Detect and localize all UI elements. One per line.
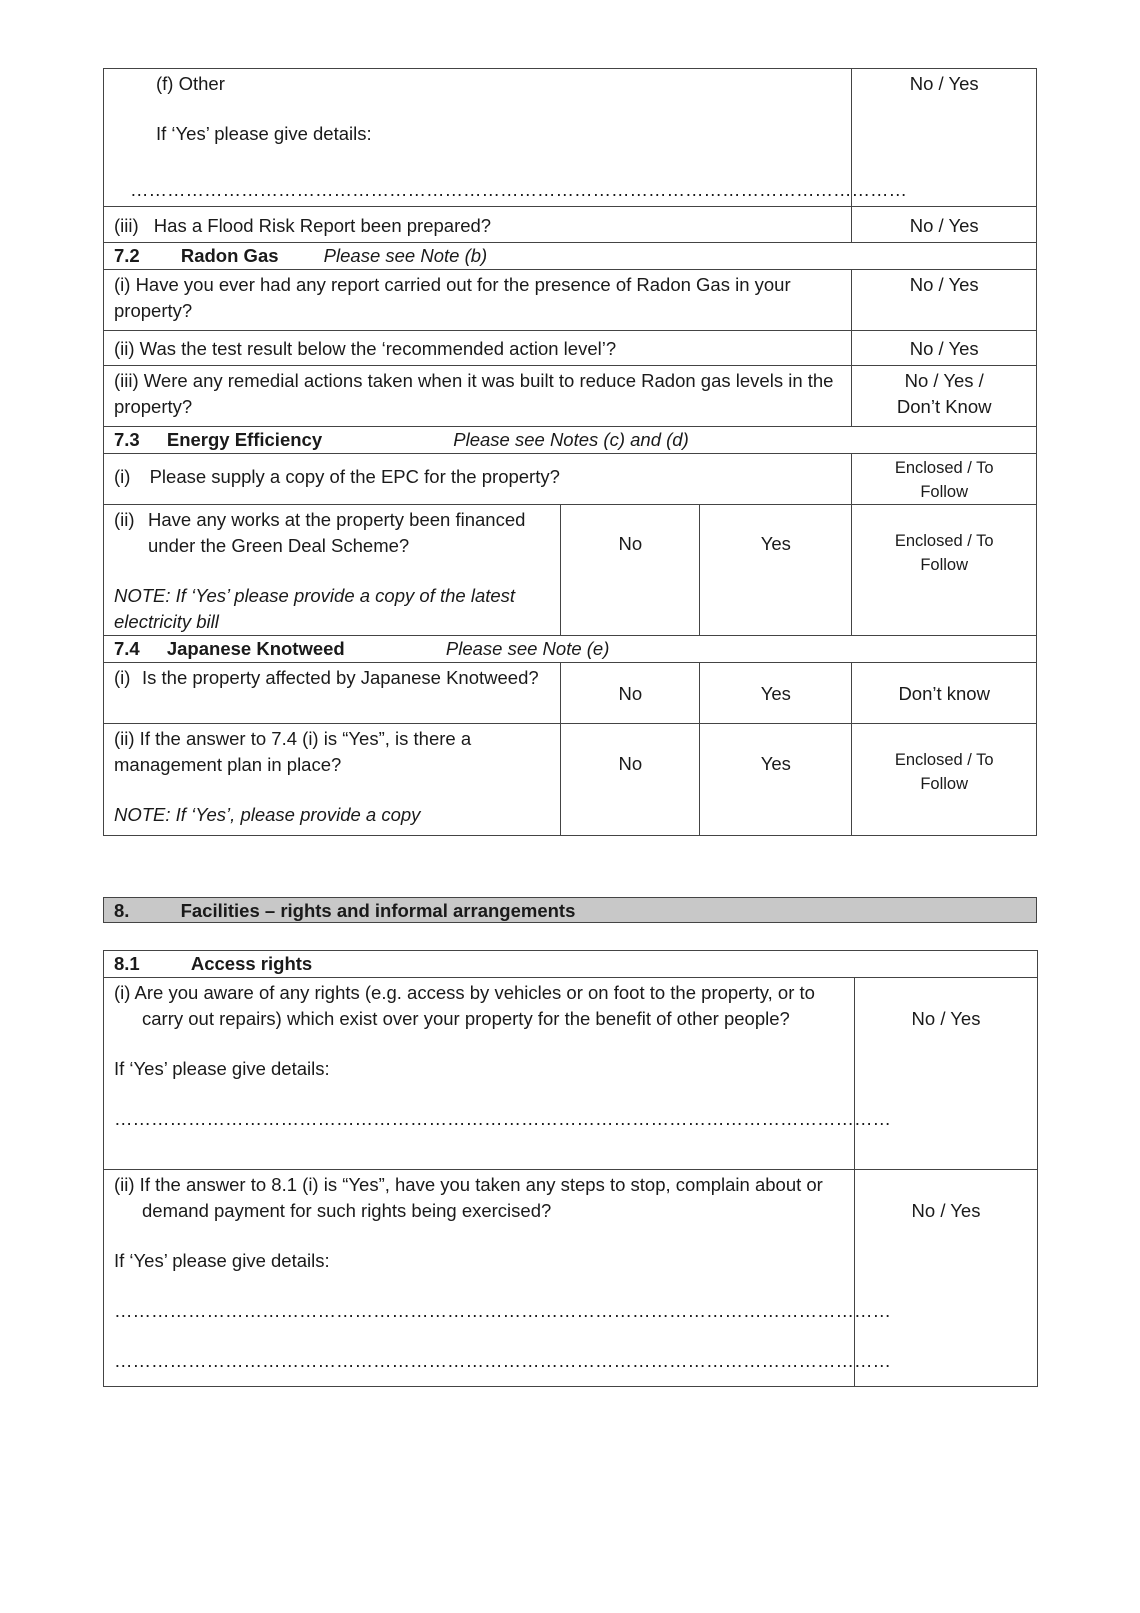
knotweed-q1-question: Is the property affected by Japanese Knotweed? (142, 667, 539, 688)
knotweed-q2-no[interactable]: No (561, 724, 700, 836)
flood-report-answer[interactable]: No / Yes (852, 207, 1037, 243)
knotweed-q2-question: (ii) If the answer to 7.4 (i) is “Yes”, is there a management plan in place? (114, 728, 472, 775)
radon-q3-answer[interactable] (852, 366, 1037, 427)
knotweed-q2-row (104, 724, 1037, 836)
energy-q2-row (104, 505, 1037, 636)
knotweed-q1-yes[interactable]: Yes (700, 663, 852, 724)
knotweed-q2-note: NOTE: If ‘Yes’, please provide a copy (114, 804, 421, 825)
flood-other-details-field[interactable]: ……………………………………………………………………………………………………………… (130, 179, 907, 200)
knotweed-title: Japanese Knotweed (166, 638, 345, 659)
energy-q2-yes[interactable]: Yes (700, 505, 852, 636)
radon-note: Please see Note (b) (323, 245, 488, 266)
energy-q2-question: Have any works at the property been financed under the Green Deal Scheme? (148, 509, 526, 556)
radon-q2-row (104, 331, 1037, 366)
knotweed-q2-answer-line2: Follow (920, 775, 969, 793)
radon-q2-question: (ii) Was the test result below the ‘recommended action level’? (104, 331, 852, 366)
knotweed-q1-no[interactable]: No (561, 663, 700, 724)
energy-header-row (104, 427, 1037, 454)
energy-q2-label: (ii) (114, 509, 135, 530)
knotweed-q1-dont-know[interactable]: Don’t know (852, 663, 1037, 724)
knotweed-q2-answer-line1: Enclosed / To (894, 751, 994, 769)
energy-q1-answer-line2: Follow (920, 483, 969, 501)
energy-q2-answer-line2: Follow (920, 556, 969, 574)
access-q1-prompt: If ‘Yes’ please give details: (114, 1058, 330, 1079)
flood-report-question: Has a Flood Risk Report been prepared? (153, 214, 492, 236)
energy-q2-answer-line1: Enclosed / To (894, 532, 994, 550)
energy-q1-question: Please supply a copy of the EPC for the property? (149, 466, 560, 487)
access-q2-answer[interactable]: No / Yes (855, 1170, 1038, 1387)
energy-q1-row (104, 454, 1037, 505)
flood-other-answer[interactable]: No / Yes (852, 69, 1037, 207)
access-header-row (104, 951, 1038, 978)
section-8-header (103, 897, 1037, 923)
radon-q2-answer[interactable]: No / Yes (852, 331, 1037, 366)
energy-note: Please see Notes (c) and (d) (453, 429, 689, 450)
environment-table (103, 68, 1037, 836)
flood-report-label: (iii) (114, 214, 139, 236)
access-q1-row (104, 978, 1038, 1170)
access-q2-row (104, 1170, 1038, 1387)
energy-q1-answer[interactable] (852, 454, 1037, 505)
access-q2-details-field-2[interactable]: ……………………………………………………………………………………………………………… (114, 1350, 891, 1371)
radon-q3-answer-line1: No / Yes / (904, 370, 984, 391)
knotweed-note: Please see Note (e) (445, 638, 610, 659)
radon-q3-question: (iii) Were any remedial actions taken when it was built to reduce Radon gas levels in the property? (104, 366, 852, 427)
flood-other-label: (f) Other (156, 73, 225, 94)
section-8-number: 8. (114, 900, 130, 921)
access-rights-table (103, 950, 1038, 1387)
radon-q3-row (104, 366, 1037, 427)
knotweed-q1-row (104, 663, 1037, 724)
energy-q2-no[interactable]: No (561, 505, 700, 636)
knotweed-q2-answer[interactable] (852, 724, 1037, 836)
knotweed-q2-yes[interactable]: Yes (700, 724, 852, 836)
energy-q2-note: NOTE: If ‘Yes’ please provide a copy of the latest electricity bill (114, 585, 516, 632)
flood-other-details-prompt: If ‘Yes’ please give details: (156, 123, 372, 144)
access-q2-question: (ii) If the answer to 8.1 (i) is “Yes”, have you taken any steps to stop, complain about or demand payment for such rights being exercised? (114, 1174, 823, 1221)
radon-q3-answer-line2: Don’t Know (896, 396, 992, 417)
energy-q1-label: (i) (114, 466, 131, 487)
radon-title: Radon Gas (180, 245, 279, 266)
radon-q1-question: (i) Have you ever had any report carried out for the presence of Radon Gas in your property? (104, 270, 852, 331)
knotweed-q1-label: (i) (114, 667, 131, 688)
energy-q1-answer-line1: Enclosed / To (894, 459, 994, 477)
radon-q1-answer[interactable]: No / Yes (852, 270, 1037, 331)
access-number: 8.1 (114, 953, 140, 974)
flood-report-row (104, 207, 1037, 243)
radon-number: 7.2 (114, 245, 140, 266)
access-q1-answer[interactable]: No / Yes (855, 978, 1038, 1170)
access-q1-details-field[interactable]: ……………………………………………………………………………………………………………… (114, 1108, 891, 1129)
energy-q2-answer[interactable] (852, 505, 1037, 636)
knotweed-header-row (104, 636, 1037, 663)
section-8-title: Facilities – rights and informal arrangements (180, 900, 576, 921)
flood-other-row (104, 69, 1037, 207)
knotweed-number: 7.4 (114, 638, 140, 659)
energy-title: Energy Efficiency (166, 429, 323, 450)
access-q2-details-field-1[interactable]: ……………………………………………………………………………………………………………… (114, 1300, 891, 1321)
access-q2-prompt: If ‘Yes’ please give details: (114, 1250, 330, 1271)
radon-header-row (104, 243, 1037, 270)
energy-number: 7.3 (114, 429, 140, 450)
radon-q1-row (104, 270, 1037, 331)
access-q1-question: (i) Are you aware of any rights (e.g. access by vehicles or on foot to the property, or to carry out repairs) which exist over your property for the benefit of other people? (114, 982, 815, 1029)
access-title: Access rights (190, 953, 313, 974)
